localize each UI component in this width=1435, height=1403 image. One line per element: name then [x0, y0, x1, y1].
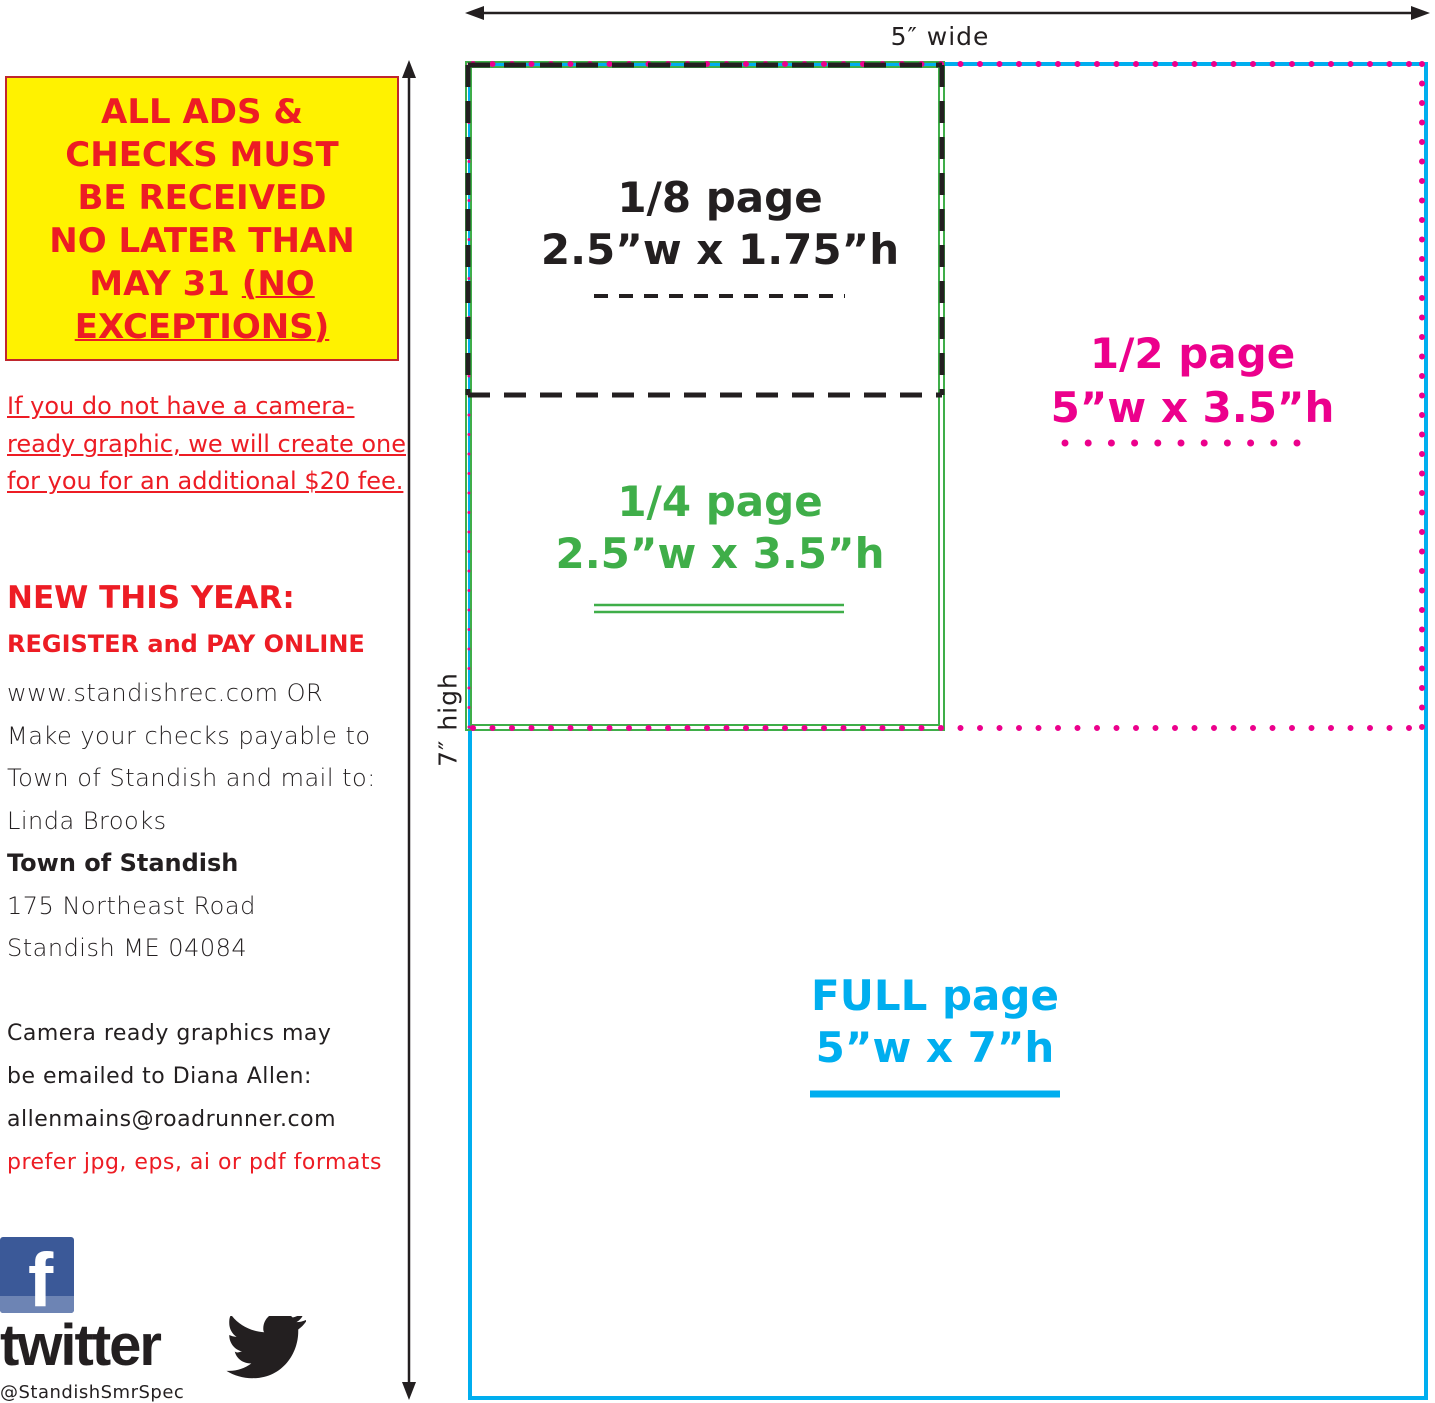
- facebook-icon[interactable]: [0, 1237, 74, 1313]
- half-page-name: 1/2 page: [1089, 329, 1296, 378]
- custom-graphic-note[interactable]: If you do not have a camera-ready graphic, we will create one for you for an additional $20 fee.: [7, 392, 407, 495]
- quarter-page-label: [480, 476, 960, 580]
- contact-city: Standish ME 04084: [7, 934, 248, 962]
- eighth-page-size: 2.5”w x 1.75”h: [540, 225, 900, 274]
- full-page-name: FULL page: [811, 971, 1059, 1020]
- graphics-email[interactable]: allenmains@roadrunner.com: [7, 1107, 336, 1132]
- website-link[interactable]: www.standishrec.com OR: [7, 679, 324, 707]
- new-this-year-heading: NEW THIS YEAR:: [7, 580, 295, 616]
- height-label: 7″ high: [433, 672, 463, 767]
- mailing-info: [7, 672, 417, 970]
- facebook-f-glyph: f: [28, 1238, 54, 1313]
- half-page-size: 5”w x 3.5”h: [1050, 383, 1335, 432]
- contact-name: Linda Brooks: [7, 806, 167, 835]
- half-page-label: [960, 327, 1425, 435]
- contact-org: Town of Standish: [7, 849, 239, 877]
- no-exceptions-part-2: EXCEPTIONS): [74, 307, 330, 347]
- twitter-handle[interactable]: @StandishSmrSpec: [0, 1382, 185, 1403]
- notice-line-6: [7, 306, 397, 349]
- no-exceptions-part-1: (NO: [241, 264, 315, 304]
- notice-line-3: BE RECEIVED: [77, 178, 327, 218]
- full-page-size: 5”w x 7”h: [815, 1023, 1055, 1072]
- checks-payable-text: Make your checks payable to: [7, 721, 371, 750]
- deadline-date: MAY 31: [89, 264, 230, 304]
- quarter-page-size: 2.5”w x 3.5”h: [555, 529, 885, 578]
- deadline-notice: [5, 76, 399, 361]
- deadline-text: [7, 78, 397, 349]
- quarter-page-name: 1/4 page: [617, 477, 823, 526]
- eighth-page-label: [480, 172, 960, 276]
- quarter-legend-swatch: [594, 605, 844, 612]
- contact-street: 175 Northeast Road: [7, 891, 256, 920]
- mail-to-text: Town of Standish and mail to:: [7, 764, 376, 792]
- width-label: 5″ wide: [890, 22, 990, 51]
- notice-line-2: CHECKS MUST: [65, 135, 339, 175]
- notice-line-5: [7, 263, 397, 306]
- twitter-bird-icon: [222, 1316, 306, 1382]
- twitter-wordmark: twitter: [0, 1313, 160, 1378]
- width-arrow: [465, 6, 1430, 20]
- graphics-email-info: [7, 1012, 417, 1184]
- notice-line-4: NO LATER THAN: [49, 221, 355, 261]
- eighth-page-name: 1/8 page: [617, 173, 823, 222]
- graphics-line-2: be emailed to Diana Allen:: [7, 1064, 312, 1089]
- graphics-formats: prefer jpg, eps, ai or pdf formats: [7, 1150, 382, 1175]
- graphics-line-1: Camera ready graphics may: [7, 1021, 332, 1046]
- full-page-label: [700, 970, 1170, 1074]
- notice-line-1: ALL ADS &: [101, 92, 303, 132]
- register-online-heading: REGISTER and PAY ONLINE: [7, 630, 365, 658]
